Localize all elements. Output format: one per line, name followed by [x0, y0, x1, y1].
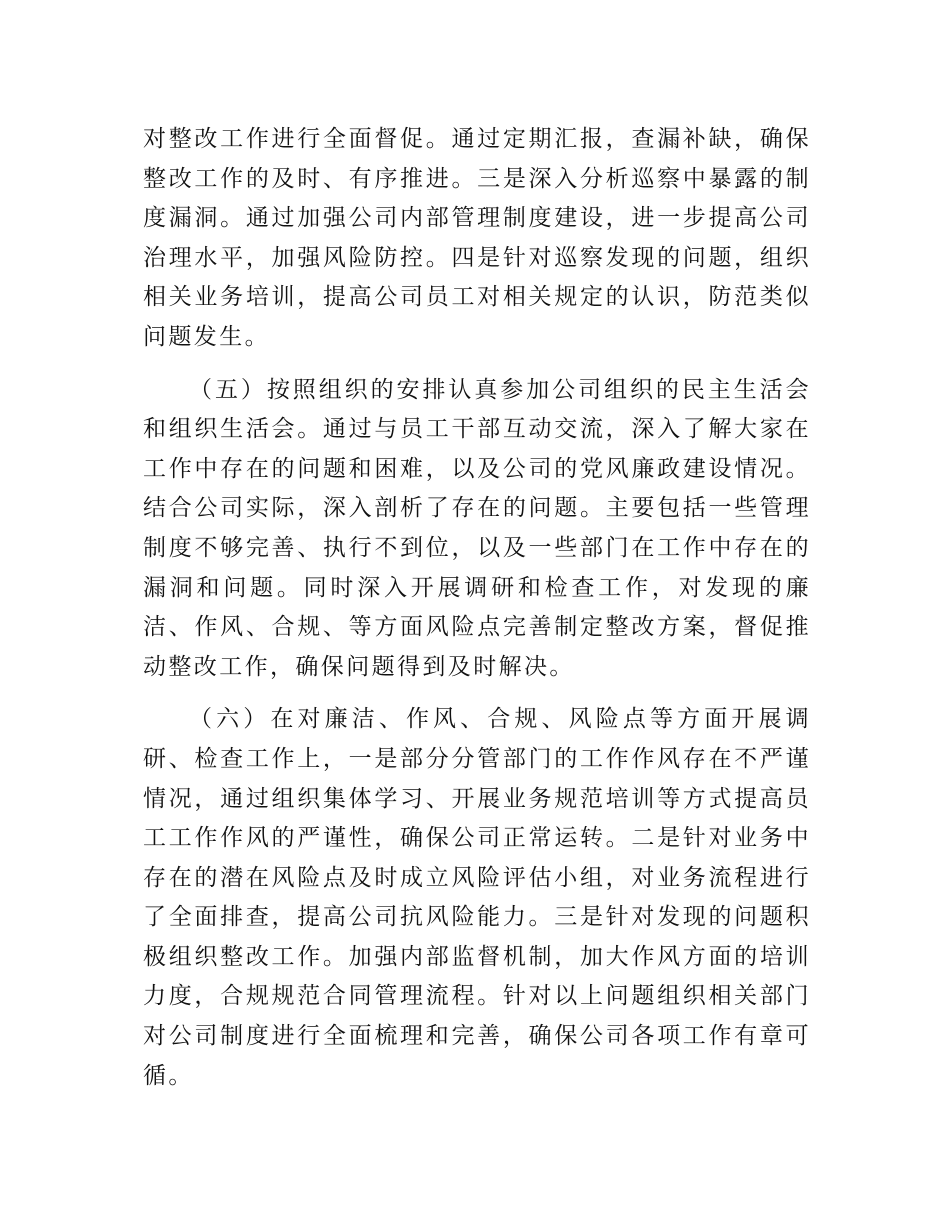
document-body	[143, 120, 811, 1096]
paragraph-item-five: （五）按照组织的安排认真参加公司组织的民主生活会和组织生活会。通过与员工干部互动交流，深入了解大家在工作中存在的问题和困难，以及公司的党风廉政建设情况。结合公司实际，深入剖析了存在的问题。主要包括一些管理制度不够完善、执行不到位，以及一些部门在工作中存在的漏洞和问题。同时深入开展调研和检查工作，对发现的廉洁、作风、合规、等方面风险点完善制定整改方案，督促推动整改工作，确保问题得到及时解决。	[143, 376, 811, 680]
paragraph-continuation: 对整改工作进行全面督促。通过定期汇报，查漏补缺，确保整改工作的及时、有序推进。三是深入分析巡察中暴露的制度漏洞。通过加强公司内部管理制度建设，进一步提高公司治理水平，加强风险防控。四是针对巡察发现的问题，组织相关业务培训，提高公司员工对相关规定的认识，防范类似问题发生。	[143, 126, 811, 350]
paragraph-item-six: （六）在对廉洁、作风、合规、风险点等方面开展调研、检查工作上，一是部分分管部门的工作作风存在不严谨情况，通过组织集体学习、开展业务规范培训等方式提高员工工作作风的严谨性，确保公司正常运转。二是针对业务中存在的潜在风险点及时成立风险评估小组，对业务流程进行了全面排查，提高公司抗风险能力。三是针对发现的问题积极组织整改工作。加强内部监督机制，加大作风方面的培训力度，合规规范合同管理流程。针对以上问题组织相关部门对公司制度进行全面梳理和完善，确保公司各项工作有章可循。	[143, 706, 811, 1089]
